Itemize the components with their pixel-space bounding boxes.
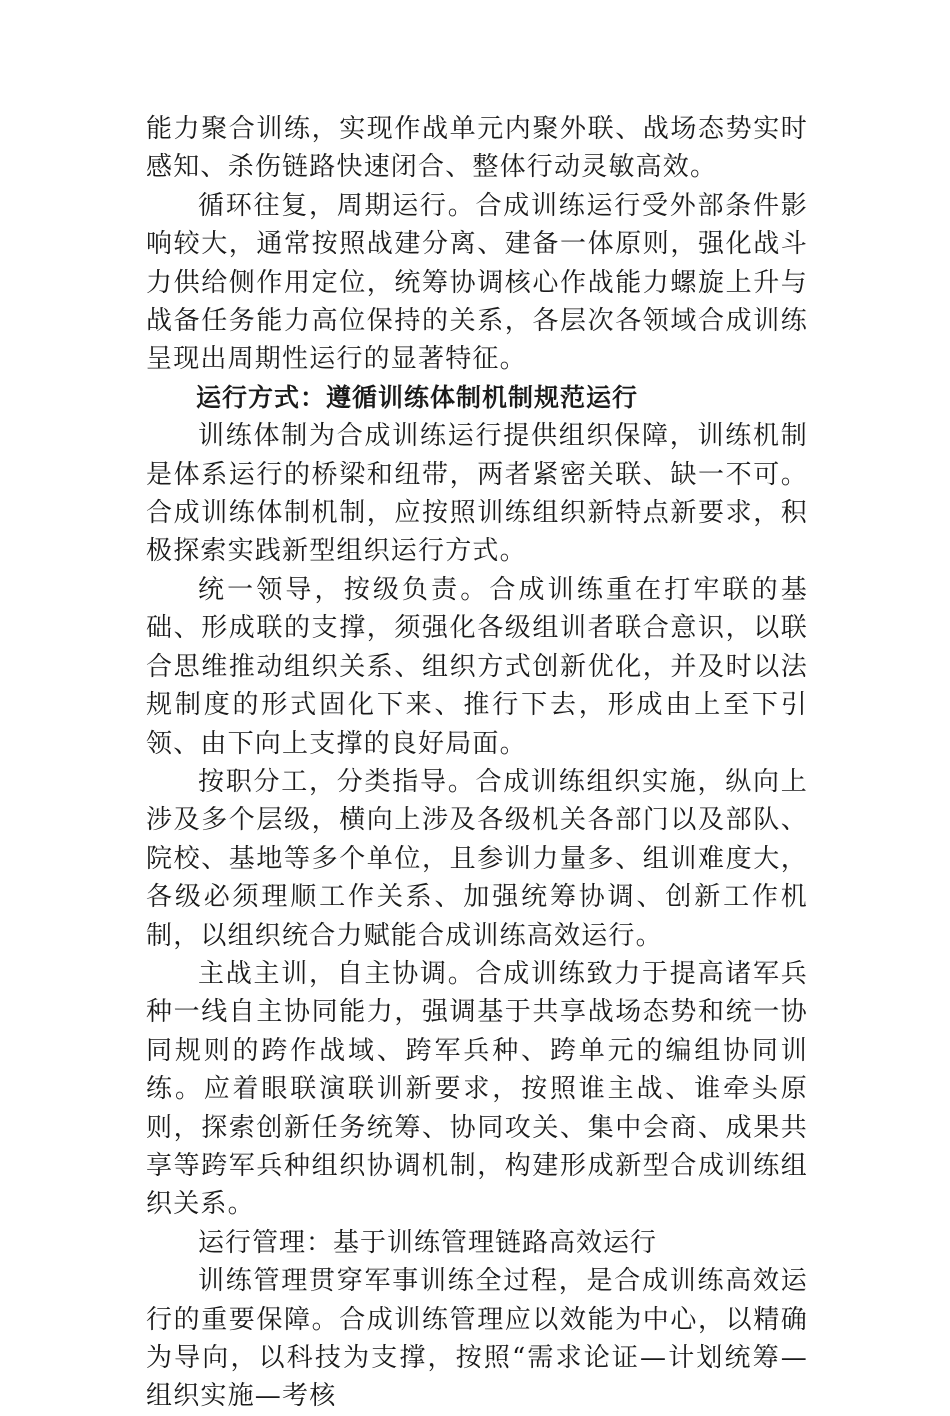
paragraph-cyclic-operation: 循环往复，周期运行。合成训练运行受外部条件影响较大，通常按照战建分离、建备一体原则，强化战斗力供给侧作用定位，统筹协调核心作战能力螺旋上升与战备任务能力高位保持的关系，各层次各领域合成训练呈现出周期性运行的显著特征。: [146, 190, 808, 375]
paragraph-continued: 能力聚合训练，实现作战单元内聚外联、战场态势实时感知、杀伤链路快速闭合、整体行动灵敏高效。: [146, 114, 808, 183]
paragraph-training-management: 训练管理贯穿军事训练全过程，是合成训练高效运行的重要保障。合成训练管理应以效能为中心，以精确为导向，以科技为支撑，按照“需求论证—计划统筹—组织实施—考核: [146, 1266, 808, 1412]
paragraph-training-system: 训练体制为合成训练运行提供组织保障，训练机制是体系运行的桥梁和纽带，两者紧密关联、缺一不可。合成训练体制机制，应按照训练组织新特点新要求，积极探索实践新型组织运行方式。: [146, 421, 808, 567]
section-heading-operation-mode: 运行方式：遵循训练体制机制规范运行: [196, 382, 639, 412]
paragraph-main-combat-training: 主战主训，自主协调。合成训练致力于提高诸军兵种一线自主协同能力，强调基于共享战场态势和统一协同规则的跨作战域、跨军兵种、跨单元的编组协同训练。应着眼联演联训新要求，按照谁主战、谁牵头原则，探索创新任务统筹、协同攻关、集中会商、成果共享等跨军兵种组织协调机制，构建形成新型合成训练组织关系。: [146, 958, 808, 1220]
document-page: [146, 110, 808, 1416]
paragraph-unified-leadership: 统一领导，按级负责。合成训练重在打牢联的基础、形成联的支撑，须强化各级组训者联合意识，以联合思维推动组织关系、组织方式创新优化，并及时以法规制度的形式固化下来、推行下去，形成由上至下引领、由下向上支撑的良好局面。: [146, 574, 808, 759]
section-heading-operation-management: 运行管理：基于训练管理链路高效运行: [198, 1227, 658, 1258]
paragraph-division-of-duties: 按职分工，分类指导。合成训练组织实施，纵向上涉及多个层级，横向上涉及各级机关各部门以及部队、院校、基地等多个单位，且参训力量多、组训难度大，各级必须理顺工作关系、加强统筹协调、创新工作机制，以组织统合力赋能合成训练高效运行。: [146, 766, 808, 951]
